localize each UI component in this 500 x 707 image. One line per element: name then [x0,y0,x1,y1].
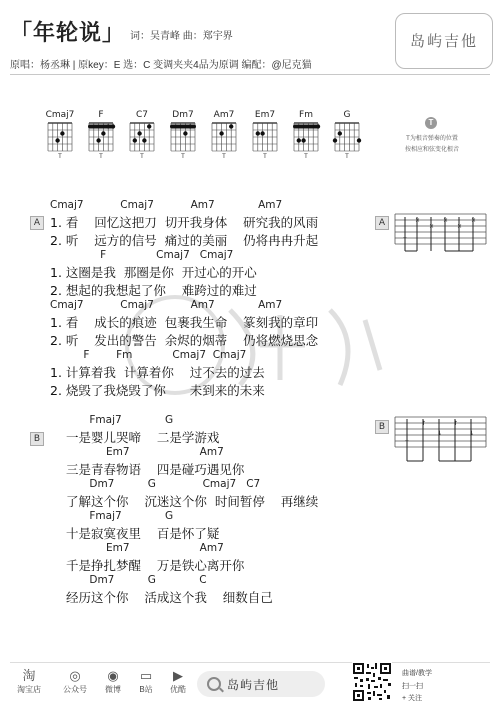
chord-diagram [291,110,321,160]
footer-link[interactable] [96,668,130,695]
chord-root-marker: T [222,154,226,160]
chord-line: Fmaj7 G [66,510,174,522]
chord-line: Dm7 G Cmaj7 C7 [66,478,261,490]
chord-finger-dot [147,124,151,128]
chord-finger-dot [316,124,320,128]
chord-grid [86,120,116,154]
chord-name: G [343,110,351,120]
chord-name: Dm7 [172,110,194,120]
svg-text:×: × [443,217,449,224]
chord-diagram [209,110,239,160]
chord-root-marker: T [345,154,349,160]
chord-grid [250,120,280,154]
svg-text:↑: ↑ [421,420,427,427]
chord-finger-dot [142,138,146,142]
chord-line: F Fm Cmaj7 Cmaj7 [50,349,247,361]
chord-line: Dm7 G C [66,574,207,586]
chord-finger-dot [55,138,59,142]
chord-finger-dot [111,124,115,128]
footer-link[interactable] [161,668,195,695]
footer-link-label: 公众号 [63,685,87,694]
chord-name: Fm [299,110,313,120]
chord-finger-dot [101,131,105,135]
chord-finger-dot [96,138,100,142]
chord-grid [332,120,362,154]
footer-divider [10,662,490,663]
chord-finger-dot [219,131,223,135]
lyric-line: 1. 看 成长的痕迹 包裹我生命 篆刻我的章印 [50,315,319,330]
footer-link-label: B站 [139,685,153,694]
chord-finger-dot [260,131,264,135]
qr-code[interactable] [352,662,392,702]
chord-grid [127,120,157,154]
chord-grid [168,120,198,154]
footer-link[interactable] [129,668,163,695]
chord-diagram [332,110,362,160]
section-b-strum-tab [393,413,488,465]
chord-finger-dot [297,138,301,142]
svg-text:×: × [471,217,477,224]
section-a-strum-tab [393,210,488,252]
chord-finger-dot [137,131,141,135]
svg-text:×: × [457,223,463,230]
chord-line: Em7 Am7 [66,446,224,458]
lyric-line: 千是挣扎梦醒 万是铁心离开你 [66,558,245,573]
chord-name: Cmaj7 [45,110,75,120]
footer-link[interactable] [12,668,46,695]
chord-name: Em7 [254,110,276,120]
chord-root-marker: T [140,154,144,160]
section-a-marker: A [30,216,44,230]
lyric-line: 2. 想起的我想起了你 难跨过的难过 [50,283,257,298]
lyric-line: 三是青春物语 四是碰巧遇见你 [66,462,245,477]
chord-diagram [168,110,198,160]
chord-finger-dot [256,131,260,135]
chord-line: Fmaj7 G [66,414,174,426]
chord-finger-dot [338,131,342,135]
chord-diagram [250,110,280,160]
chord-diagram [45,110,75,160]
chord-name: C7 [135,110,148,120]
svg-text:×: × [415,217,421,224]
footer-link-icon: ▶ [173,668,183,683]
lyric-line: 一是婴儿哭啼 二是学游戏 [66,430,220,445]
footer-link-icon: ◎ [69,668,81,683]
brand-search-text: 岛屿吉他 [227,678,280,692]
lyric-line: 经历这个你 活成这个我 细数自己 [66,590,273,605]
section-b-marker: B [30,432,44,446]
chord-line: Em7 Am7 [66,542,224,554]
lyric-line: 十是寂寞夜里 百是怀了疑 [66,526,220,541]
root-note-text-1: T为根音弹奏的位置 [406,136,458,142]
svg-text:↑: ↑ [453,420,459,427]
chord-grid [209,120,239,154]
chord-grid [291,120,321,154]
footer-link[interactable] [58,668,92,695]
chord-root-marker: T [304,154,308,160]
chord-line: Cmaj7 Cmaj7 Am7 Am7 [50,199,283,211]
footer-link-icon: 淘 [22,668,36,683]
chord-name: F [98,110,104,120]
chord-diagram [127,110,157,160]
chord-finger-dot [301,138,305,142]
qr-label-3: + 关注 [402,695,423,702]
chord-root-marker: T [58,154,62,160]
lyric-line: 2. 听 发出的警告 余烬的烟蒂 仍将燃烧思念 [50,333,319,348]
brand-logo-text: 岛屿吉他 [409,32,478,50]
chord-finger-dot [60,131,64,135]
footer-link-icon: ◉ [107,668,119,683]
brand-logo [395,13,493,69]
lyric-line: 了解这个你 沉迷这个你 时间暂停 再继续 [66,494,319,509]
section-b-tab-marker: B [375,420,389,434]
header-divider [10,74,490,75]
chord-diagram [86,110,116,160]
chord-line: F Cmaj7 Cmaj7 [50,249,234,261]
qr-label-2: 扫一扫 [402,683,423,690]
footer-link-label: 淘宝店 [17,685,41,694]
lyric-line: 2. 听 远方的信号 痛过的美丽 仍将冉冉升起 [50,233,319,248]
song-title: 「年轮说」 [10,21,126,46]
brand-search-pill[interactable] [197,671,325,697]
footer-link-icon: ▭ [139,668,153,683]
song-credits: 词：吴青峰 曲：郑宇界 [130,31,233,42]
chord-finger-dot [188,124,192,128]
svg-text:↓: ↓ [437,430,443,437]
section-a-tab-marker: A [375,216,389,230]
footer-link-label: 优酷 [170,685,186,694]
footer-link-label: 微博 [105,685,121,694]
chord-root-marker: T [181,154,185,160]
chord-root-marker: T [99,154,103,160]
lyric-line: 1. 看 回忆这把刀 切开我身体 研究我的风雨 [50,215,319,230]
chord-finger-dot [106,124,110,128]
chord-barre [293,125,319,129]
chord-finger-dot [333,138,337,142]
svg-text:↓: ↓ [469,430,475,437]
root-note-text-2: 按相应和弦变化根音 [404,147,459,153]
chord-grid [45,120,75,154]
lyric-line: 2. 烧毁了我烧毁了你 未到来的未来 [50,383,265,398]
qr-label-1: 曲谱/教学 [402,670,432,677]
svg-text:T: T [405,440,409,447]
chord-finger-dot [229,124,233,128]
lyric-line: 1. 计算着我 计算着你 过不去的过去 [50,365,265,380]
chord-root-marker: T [263,154,267,160]
root-note-icon: T [425,117,437,129]
chord-finger-dot [183,131,187,135]
lyric-line: 1. 这圈是我 那圈是你 开过心的开心 [50,265,257,280]
search-icon [207,677,221,691]
chord-finger-dot [133,138,137,142]
song-info: 原唱：杨丞琳 | 原key：E 选：C 变调夹夹4品为原调 编配：@尼克猫 [10,60,312,71]
chord-finger-dot [357,138,361,142]
chord-line: Cmaj7 Cmaj7 Am7 Am7 [50,299,283,311]
chord-name: Am7 [213,110,235,120]
svg-text:×: × [429,223,435,230]
svg-text:T: T [403,237,407,244]
